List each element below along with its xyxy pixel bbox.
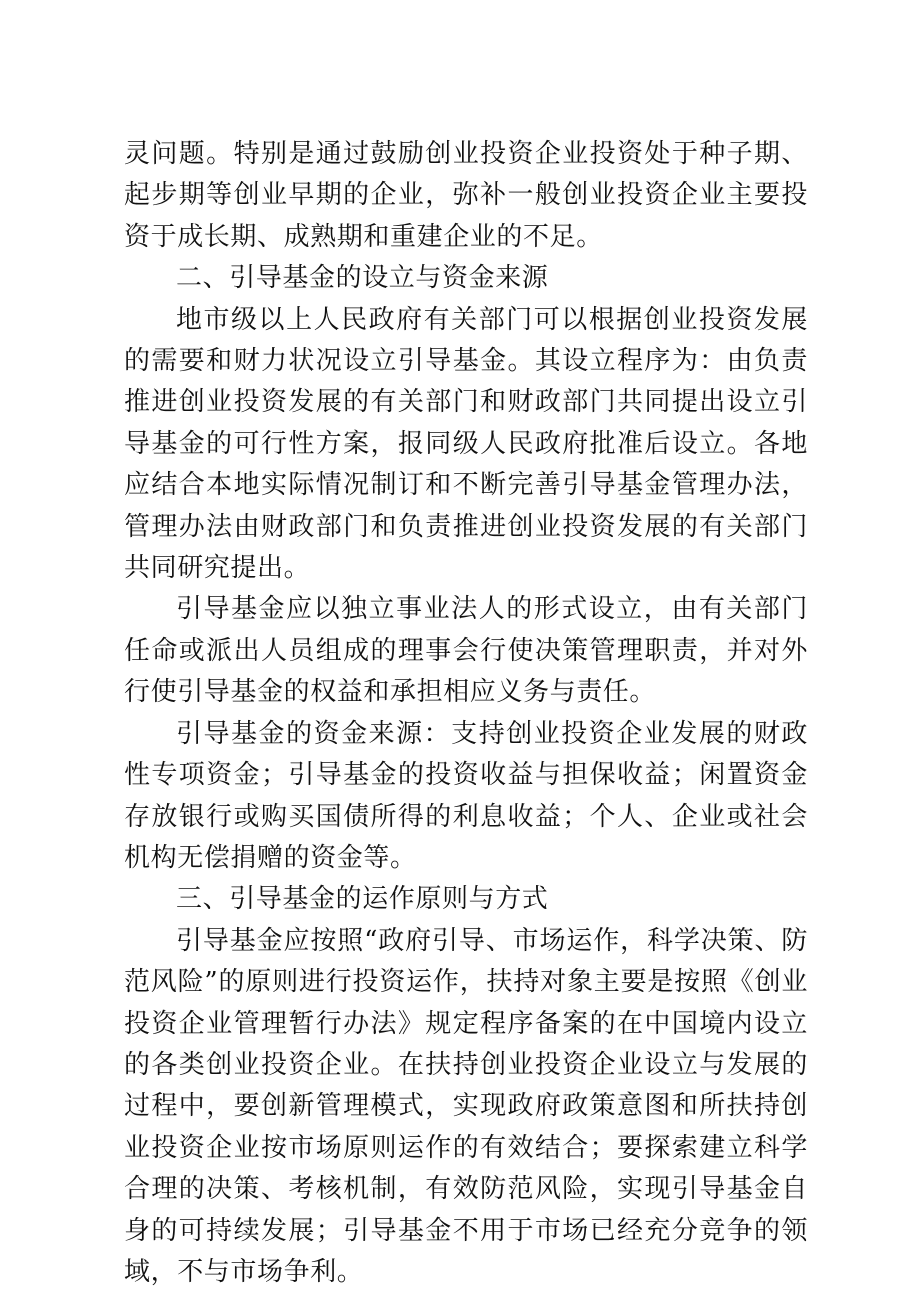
section-2-paragraph-3: 引导基金的资金来源：支持创业投资企业发展的财政性专项资金；引导基金的投资收益与担保收益；闲置资金存放银行或购买国债所得的利息收益；个人、企业或社会机构无偿捐赠的资金等。 <box>124 718 808 873</box>
section-2-paragraph-2: 引导基金应以独立事业法人的形式设立，由有关部门任命或派出人员组成的理事会行使决策管理职责，并对外行使引导基金的权益和承担相应义务与责任。 <box>124 594 808 708</box>
document-body <box>124 134 808 1293</box>
section-2-paragraph-1: 地市级以上人民政府有关部门可以根据创业投资发展的需要和财力状况设立引导基金。其设立程序为：由负责推进创业投资发展的有关部门和财政部门共同提出设立引导基金的可行性方案，报同级人民政府批准后设立。各地应结合本地实际情况制订和不断完善引导基金管理办法，管理办法由财政部门和负责推进创业投资发展的有关部门共同研究提出。 <box>124 304 808 584</box>
section-heading-3: 三、引导基金的运作原则与方式 <box>176 884 549 915</box>
section-3-paragraph-1: 引导基金应按照“政府引导、市场运作，科学决策、防范风险”的原则进行投资运作，扶持对象主要是按照《创业投资企业管理暂行办法》规定程序备案的在中国境内设立的各类创业投资企业。在扶持创业投资企业设立与发展的过程中，要创新管理模式，实现政府政策意图和所扶持创业投资企业按市场原则运作的有效结合；要探索建立科学合理的决策、考核机制，有效防范风险，实现引导基金自身的可持续发展；引导基金不用于市场已经充分竞争的领域，不与市场争利。 <box>124 925 808 1287</box>
section-heading-2: 二、引导基金的设立与资金来源 <box>176 263 549 294</box>
paragraph-continuation: 灵问题。特别是通过鼓励创业投资企业投资处于种子期、起步期等创业早期的企业，弥补一般创业投资企业主要投资于成长期、成熟期和重建企业的不足。 <box>124 139 808 252</box>
